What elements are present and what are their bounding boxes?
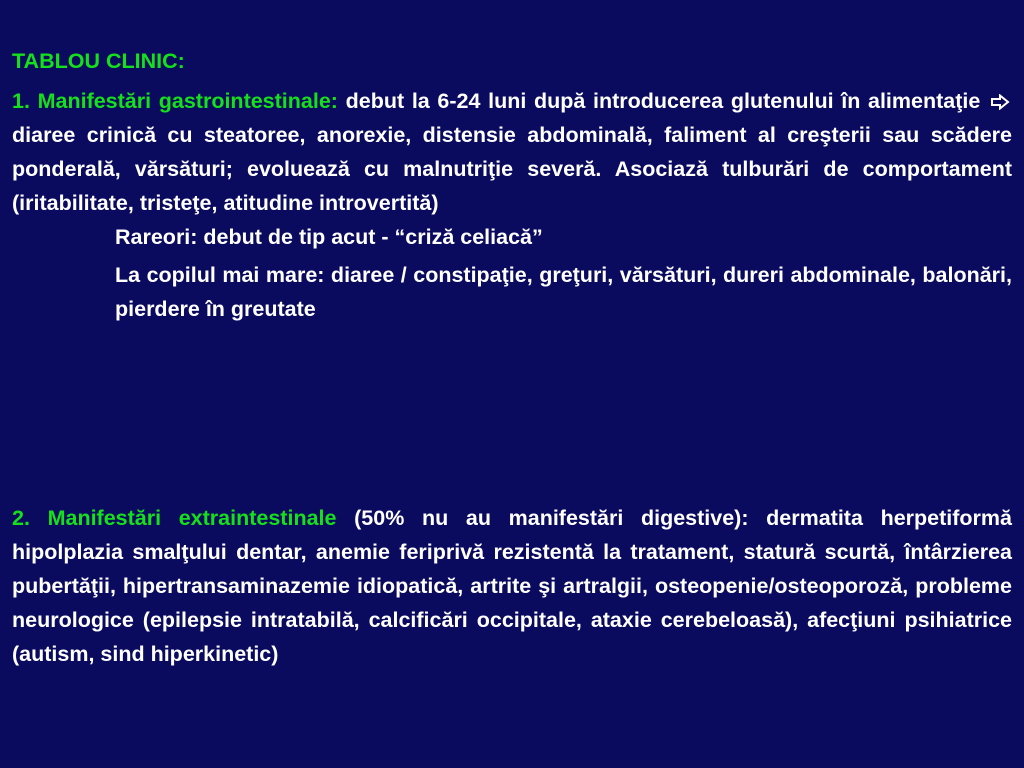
gastrointestinal-paragraph [12, 84, 1012, 220]
section-extraintestinal [12, 501, 1012, 671]
extraintestinal-text: (50% nu au manifestări digestive): dermatita herpetiformă hipolplazia smalţului dentar, anemie feriprivă rezistentă la tratament, statură scurtă, întârzierea pubertăţii, hipertransaminazemie idiopatică, artrite şi artralgii, osteopenie/osteoporoză, probleme neurologice (epilepsie intratabilă, calcificări occipitale, ataxie cerebeloasă), afecţiuni psihiatrice (autism, sind hiperkinetic) [12, 506, 1012, 666]
sub-item-older-child: La copilul mai mare: diaree / constipaţie, greţuri, vărsături, dureri abdominale, balonări, pierdere în greutate [115, 263, 1012, 321]
right-arrow-outline-icon [990, 94, 1010, 110]
gastrointestinal-text-start: debut la 6-24 luni după introducerea glutenului în alimentaţie [345, 89, 981, 113]
section-gastrointestinal [12, 84, 1012, 326]
sub-item-acute-onset: Rareori: debut de tip acut - “criză celiacă” [115, 225, 543, 249]
slide-title: TABLOU CLINIC: [12, 49, 185, 73]
extraintestinal-heading: 2. Manifestări extraintestinale [12, 506, 337, 530]
gastrointestinal-text-end: diaree crinică cu steatoree, anorexie, distensie abdominală, faliment al creşterii sau scădere ponderală, vărsături; evoluează cu malnutriţie severă. Asociază tulburări de comportament (iritabilitate, tristeţe, atitudine introvertită) [12, 123, 1012, 215]
extraintestinal-paragraph [12, 501, 1012, 671]
gastrointestinal-heading: 1. Manifestări gastrointestinale: [12, 89, 338, 113]
